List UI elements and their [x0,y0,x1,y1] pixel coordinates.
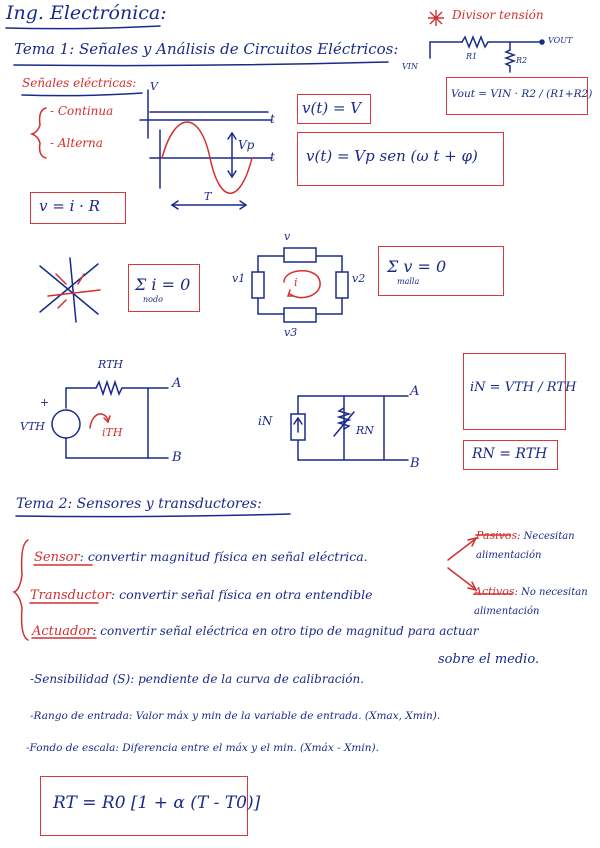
divider-vin: VIN [402,62,418,71]
senales-underline [22,93,142,96]
activos-note [474,580,600,618]
axis-t-label-dc: t [270,112,275,126]
thevenin-a: A [172,376,182,391]
kcl-formula: Σ i = 0 [135,275,191,294]
mesh-v3-label: v3 [284,326,298,339]
tema1-title: Tema 1: Señales y Análisis de Circuitos Eléctricos: [14,40,399,58]
senales-title: Señales eléctricas: [22,76,137,90]
tipo-continua: - Continua [50,104,114,118]
term-actuador: Actuador [32,624,93,639]
activos-desc: : No necesitan alimentación [474,587,588,617]
axis-v-label: V [150,80,158,93]
kcl-node-diagram [40,258,100,322]
actuador-cont: sobre el medio. [438,652,540,667]
thevenin-b: B [172,450,182,465]
rt-formula: RT = R0 [1 + α (T - T0)] [53,793,261,813]
vout-formula-box [446,77,593,115]
item-actuador [32,620,479,639]
param-fondo: -Fondo de escala: Diferencia entre el máx y el min. (Xmáx - Xmin). [26,742,379,754]
tema1-underline [14,62,388,66]
thevenin-circuit [52,382,168,458]
pasivos-term: Pasivos [476,529,518,542]
arrow-pasivos [448,540,474,560]
norton-circuit [291,396,408,460]
voltage-divider-diagram [430,37,544,72]
norton-formula: iN = VTH / RTH [470,380,577,395]
pasivos-desc: : Necesitan alimentación [476,531,575,561]
norton-in-label: iN [258,414,273,428]
term-transductor: Transductor [30,588,111,603]
param-rango: -Rango de entrada: Valor máx y min de la variable de entrada. (Xmax, Xmin). [30,710,441,722]
rn-formula: RN = RTH [472,446,548,462]
activos-term: Activos [474,585,515,598]
period-label: T [204,190,212,203]
title-underline [6,26,160,29]
tipos-brace [32,108,46,158]
formula-ac: v(t) = Vp sen (ω t + φ) [306,147,478,165]
divider-r1: R1 [466,52,478,61]
formula-dc-box [297,94,371,124]
desc-transductor: : convertir señal física en otra entendible [110,587,373,602]
vp-label: Vp [238,138,255,152]
formula-ac-box [297,132,504,186]
norton-formula-box [463,353,577,430]
mesh-v2-label: v2 [352,272,366,285]
arrow-activos [448,568,474,588]
pasivos-note [476,524,600,562]
vout-formula: Vout = VIN · R2 / (R1+R2) [451,88,593,100]
term-sensor: Sensor [34,550,80,565]
mesh-v-label: v [284,230,291,243]
kvl-box [378,246,504,296]
mesh-i-label: i [294,276,298,289]
norton-a: A [410,384,420,399]
rth-label: RTH [98,358,124,371]
vth-plus: + [40,396,50,409]
vth-label: VTH [20,420,45,433]
param-sensibilidad: -Sensibilidad (S): pendiente de la curva de calibración. [30,672,365,686]
mesh-v1-label: v1 [232,272,246,285]
sensores-brace [14,540,28,640]
ohm-law: v = i · R [39,197,100,215]
page-title: Ing. Electrónica: [6,2,167,24]
tema2-underline [16,514,290,517]
divider-r2: R2 [516,56,528,65]
norton-b: B [410,456,420,471]
ohm-box [30,192,126,224]
kvl-formula: Σ v = 0 [387,257,447,276]
item-sensor [34,546,368,565]
divider-title: Divisor tensión [452,8,544,22]
tema2-title: Tema 2: Sensores y transductores: [16,496,262,512]
star-icon [428,10,444,26]
desc-sensor: : convertir magnitud física en señal eléctrica. [79,549,368,564]
item-transductor [30,584,373,603]
ith-label: iTH [102,426,123,439]
desc-actuador: : convertir señal eléctrica en otro tipo de magnitud para actuar [92,624,479,638]
formula-dc: v(t) = V [302,99,362,117]
kcl-box [128,264,200,312]
kvl-mesh-diagram [252,248,348,322]
norton-rn-label: RN [356,424,374,437]
rt-formula-box [40,776,261,836]
kcl-sub: nodo [143,295,163,304]
axis-t-label-ac: t [270,150,275,164]
tipo-alterna: - Alterna [50,136,103,150]
divider-vout: VOUT [548,36,573,45]
rn-formula-box [463,440,558,470]
kvl-sub: malla [397,277,420,286]
